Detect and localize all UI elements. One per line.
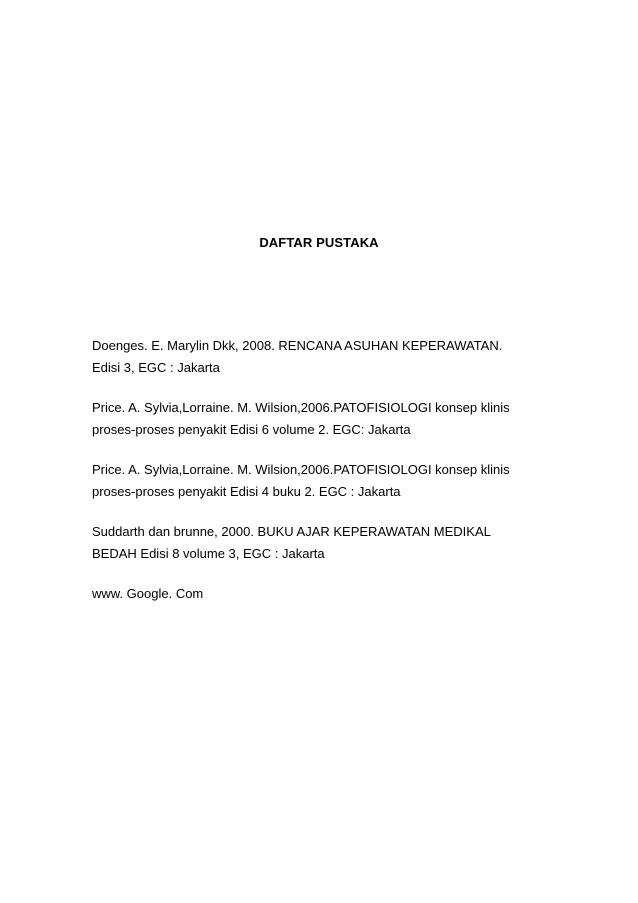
reference-text-line: Doenges. E. Marylin Dkk, 2008. RENCANA ASUHAN KEPERAWATAN. xyxy=(92,338,503,353)
reference-item xyxy=(92,521,562,565)
reference-text-line: proses-proses penyakit Edisi 6 volume 2. EGC: Jakarta xyxy=(92,422,411,437)
reference-text-line: proses-proses penyakit Edisi 4 buku 2. EGC : Jakarta xyxy=(92,484,401,499)
reference-list xyxy=(92,335,562,623)
reference-text-line: Price. A. Sylvia,Lorraine. M. Wilsion,2006.PATOFISIOLOGI konsep klinis xyxy=(92,400,510,415)
reference-text-line: Price. A. Sylvia,Lorraine. M. Wilsion,2006.PATOFISIOLOGI konsep klinis xyxy=(92,462,510,477)
reference-text-line: BEDAH Edisi 8 volume 3, EGC : Jakarta xyxy=(92,546,325,561)
reference-item xyxy=(92,583,562,605)
reference-text-line: Suddarth dan brunne, 2000. BUKU AJAR KEPERAWATAN MEDIKAL xyxy=(92,524,491,539)
reference-text-line: www. Google. Com xyxy=(92,586,204,601)
reference-item xyxy=(92,335,562,379)
reference-item xyxy=(92,397,562,441)
reference-item xyxy=(92,459,562,503)
page-title: DAFTAR PUSTAKA xyxy=(259,235,379,250)
reference-text-line: Edisi 3, EGC : Jakarta xyxy=(92,360,220,375)
